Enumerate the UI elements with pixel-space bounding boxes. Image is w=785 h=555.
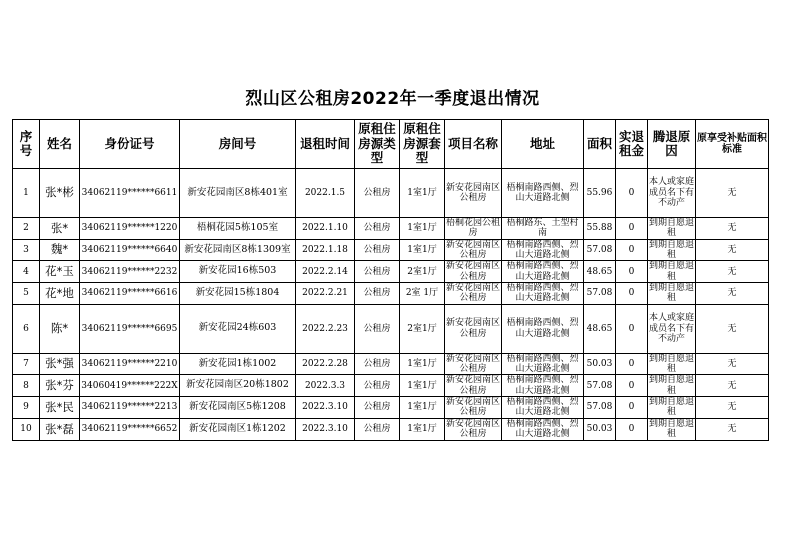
cell-reason: 本人或家庭成员名下有不动产 xyxy=(648,169,696,218)
cell-subsidy: 无 xyxy=(696,418,769,440)
cell-layout: 1室1厅 xyxy=(400,169,445,218)
cell-address: 梧桐南路西侧、烈山大道路北侧 xyxy=(502,353,584,375)
cell-id: 34062119******1220 xyxy=(80,218,180,240)
cell-address: 梧桐南路西侧、烈山大道路北侧 xyxy=(502,239,584,261)
cell-room: 新安花园1栋1002 xyxy=(180,353,296,375)
table-row xyxy=(13,304,769,353)
cell-room: 新安花园24栋603 xyxy=(180,304,296,353)
cell-date: 2022.1.18 xyxy=(296,239,355,261)
cell-layout: 1室1厅 xyxy=(400,418,445,440)
cell-subsidy: 无 xyxy=(696,283,769,305)
cell-reason: 到期自愿退租 xyxy=(649,218,695,239)
cell-layout: 2室1厅 xyxy=(400,261,445,283)
col-header-address: 地址 xyxy=(502,120,584,169)
cell-name: 张* xyxy=(40,218,80,240)
cell-name: 花*玉 xyxy=(40,261,80,283)
table-row xyxy=(13,283,769,305)
cell-address: 梧桐南路西侧、烈山大道路北侧 xyxy=(502,283,584,305)
cell-area: 57.08 xyxy=(584,239,616,261)
cell-reason: 到期自愿退租 xyxy=(649,397,695,418)
cell-subsidy: 无 xyxy=(696,397,769,419)
cell-layout: 2室 1厅 xyxy=(400,283,445,305)
cell-subsidy: 无 xyxy=(696,239,769,261)
cell-area: 55.88 xyxy=(584,218,616,240)
cell-date: 2022.3.3 xyxy=(296,375,355,397)
cell-date: 2022.2.23 xyxy=(296,304,355,353)
cell-no: 7 xyxy=(13,353,40,375)
cell-rent: 0 xyxy=(616,261,648,283)
cell-reason: 到期自愿退租 xyxy=(649,239,695,261)
cell-name: 张*彬 xyxy=(40,169,80,218)
cell-project: 新安花园南区公租房 xyxy=(445,169,502,218)
cell-address: 梧桐南路西侧、烈山大道路北侧 xyxy=(502,397,584,419)
cell-type: 公租房 xyxy=(355,304,400,353)
cell-room: 新安花园南区8栋1309室 xyxy=(180,239,296,261)
cell-subsidy: 无 xyxy=(696,375,769,397)
table-row xyxy=(13,261,769,283)
cell-area: 55.96 xyxy=(584,169,616,218)
cell-area: 50.03 xyxy=(584,418,616,440)
cell-rent: 0 xyxy=(616,418,648,440)
cell-project: 新安花园南区公租房 xyxy=(446,283,501,304)
cell-id: 34060419******222X xyxy=(80,375,180,397)
cell-rent: 0 xyxy=(616,397,648,419)
cell-layout: 1室1厅 xyxy=(400,218,445,240)
col-header-id: 身份证号 xyxy=(80,120,180,169)
cell-rent: 0 xyxy=(616,218,648,240)
cell-project: 新安花园南区公租房 xyxy=(446,353,501,375)
cell-name: 魏* xyxy=(40,239,80,261)
cell-date: 2022.3.10 xyxy=(296,397,355,419)
cell-type: 公租房 xyxy=(355,397,400,419)
cell-room: 新安花园南区1栋1202 xyxy=(180,418,296,440)
cell-name: 陈* xyxy=(40,304,80,353)
cell-type: 公租房 xyxy=(355,239,400,261)
cell-layout: 2室1厅 xyxy=(400,304,445,353)
cell-date: 2022.2.14 xyxy=(296,261,355,283)
cell-no: 3 xyxy=(13,239,40,261)
cell-no: 6 xyxy=(13,304,40,353)
cell-project: 新安花园南区公租房 xyxy=(446,239,501,261)
cell-room: 新安花园南区5栋1208 xyxy=(180,397,296,419)
cell-id: 34062119******2210 xyxy=(80,353,180,375)
cell-type: 公租房 xyxy=(355,169,400,218)
page-title: 烈山区公租房2022年一季度退出情况 xyxy=(245,89,540,109)
cell-project: 新安花园南区公租房 xyxy=(446,261,501,282)
cell-date: 2022.3.10 xyxy=(296,418,355,440)
cell-type: 公租房 xyxy=(355,283,400,305)
col-header-layout: 原租住房源套型 xyxy=(400,120,445,169)
col-header-rent: 实退租金 xyxy=(616,120,648,169)
cell-layout: 1室1厅 xyxy=(400,353,445,375)
cell-date: 2022.2.28 xyxy=(296,353,355,375)
cell-project: 梧桐花园公租房 xyxy=(446,218,501,239)
cell-address: 梧桐南路西侧、烈山大道路北侧 xyxy=(502,169,584,218)
cell-address: 梧桐路东、土型村南 xyxy=(502,218,584,240)
table-row xyxy=(13,239,769,261)
col-header-subsidy: 原享受补贴面积标准 xyxy=(696,120,769,169)
cell-area: 48.65 xyxy=(584,304,616,353)
exit-records-table xyxy=(12,119,769,441)
cell-rent: 0 xyxy=(616,304,648,353)
col-header-no: 序号 xyxy=(13,120,40,169)
col-header-room: 房间号 xyxy=(180,120,296,169)
table-row xyxy=(13,418,769,440)
cell-id: 34062119******2213 xyxy=(80,397,180,419)
cell-room: 新安花园16栋503 xyxy=(180,261,296,283)
cell-address: 梧桐南路西侧、烈山大道路北侧 xyxy=(502,375,584,397)
cell-room: 新安花园南区20栋1802 xyxy=(180,375,296,397)
cell-subsidy: 无 xyxy=(696,218,769,240)
cell-reason: 到期自愿退租 xyxy=(649,261,695,282)
col-header-date: 退租时间 xyxy=(296,120,355,169)
cell-id: 34062119******6616 xyxy=(80,283,180,305)
cell-id: 34062119******2232 xyxy=(80,261,180,283)
cell-id: 34062119******6611 xyxy=(80,169,180,218)
cell-no: 10 xyxy=(13,418,40,440)
table-row xyxy=(13,353,769,375)
cell-room: 新安花园15栋1804 xyxy=(180,283,296,305)
cell-area: 48.65 xyxy=(584,261,616,283)
cell-rent: 0 xyxy=(616,353,648,375)
cell-project: 新安花园南区公租房 xyxy=(446,397,501,418)
col-header-name: 姓名 xyxy=(40,120,80,169)
col-header-area: 面积 xyxy=(584,120,616,169)
cell-address: 梧桐南路西侧、烈山大道路北侧 xyxy=(502,304,584,353)
cell-address: 梧桐南路西侧、烈山大道路北侧 xyxy=(502,261,584,283)
cell-date: 2022.2.21 xyxy=(296,283,355,305)
cell-layout: 1室1厅 xyxy=(400,375,445,397)
table-row xyxy=(13,169,769,218)
col-header-type: 原租住房源类型 xyxy=(355,120,400,169)
cell-name: 张*民 xyxy=(40,397,80,419)
cell-no: 1 xyxy=(13,169,40,218)
cell-name: 张*磊 xyxy=(40,418,80,440)
cell-type: 公租房 xyxy=(355,375,400,397)
cell-no: 4 xyxy=(13,261,40,283)
cell-id: 34062119******6652 xyxy=(80,418,180,440)
cell-type: 公租房 xyxy=(355,353,400,375)
cell-type: 公租房 xyxy=(355,418,400,440)
cell-area: 50.03 xyxy=(584,353,616,375)
cell-reason: 到期自愿退租 xyxy=(649,375,695,396)
cell-subsidy: 无 xyxy=(696,261,769,283)
cell-rent: 0 xyxy=(616,239,648,261)
cell-reason: 到期自愿退租 xyxy=(649,353,695,375)
cell-area: 57.08 xyxy=(584,283,616,305)
cell-reason: 到期自愿退租 xyxy=(649,418,695,440)
cell-subsidy: 无 xyxy=(696,169,769,218)
cell-area: 57.08 xyxy=(584,397,616,419)
cell-no: 5 xyxy=(13,283,40,305)
cell-date: 2022.1.10 xyxy=(296,218,355,240)
cell-no: 9 xyxy=(13,397,40,419)
table-row xyxy=(13,218,769,240)
cell-date: 2022.1.5 xyxy=(296,169,355,218)
cell-rent: 0 xyxy=(616,169,648,218)
cell-name: 张*芬 xyxy=(40,375,80,397)
cell-project: 新安花园南区公租房 xyxy=(446,418,501,440)
cell-name: 花*地 xyxy=(40,283,80,305)
cell-address: 梧桐南路西侧、烈山大道路北侧 xyxy=(502,418,584,440)
cell-project: 新安花园南区公租房 xyxy=(445,304,502,353)
table-row xyxy=(13,397,769,419)
cell-subsidy: 无 xyxy=(696,353,769,375)
cell-name: 张*强 xyxy=(40,353,80,375)
cell-reason: 本人或家庭成员名下有不动产 xyxy=(648,304,696,353)
cell-area: 57.08 xyxy=(584,375,616,397)
cell-no: 2 xyxy=(13,218,40,240)
cell-rent: 0 xyxy=(616,375,648,397)
cell-type: 公租房 xyxy=(355,218,400,240)
cell-no: 8 xyxy=(13,375,40,397)
cell-layout: 1室1厅 xyxy=(400,239,445,261)
cell-reason: 到期自愿退租 xyxy=(649,283,695,304)
cell-project: 新安花园南区公租房 xyxy=(446,375,501,396)
cell-rent: 0 xyxy=(616,283,648,305)
header-row xyxy=(13,120,769,169)
col-header-project: 项目名称 xyxy=(445,120,502,169)
cell-id: 34062119******6640 xyxy=(80,239,180,261)
cell-room: 新安花园南区8栋401室 xyxy=(180,169,296,218)
col-header-reason: 腾退原因 xyxy=(648,120,696,169)
cell-subsidy: 无 xyxy=(696,304,769,353)
cell-id: 34062119******6695 xyxy=(80,304,180,353)
cell-layout: 1室1厅 xyxy=(400,397,445,419)
cell-room: 梧桐花园5栋105室 xyxy=(180,218,296,240)
cell-type: 公租房 xyxy=(355,261,400,283)
table-row xyxy=(13,375,769,397)
